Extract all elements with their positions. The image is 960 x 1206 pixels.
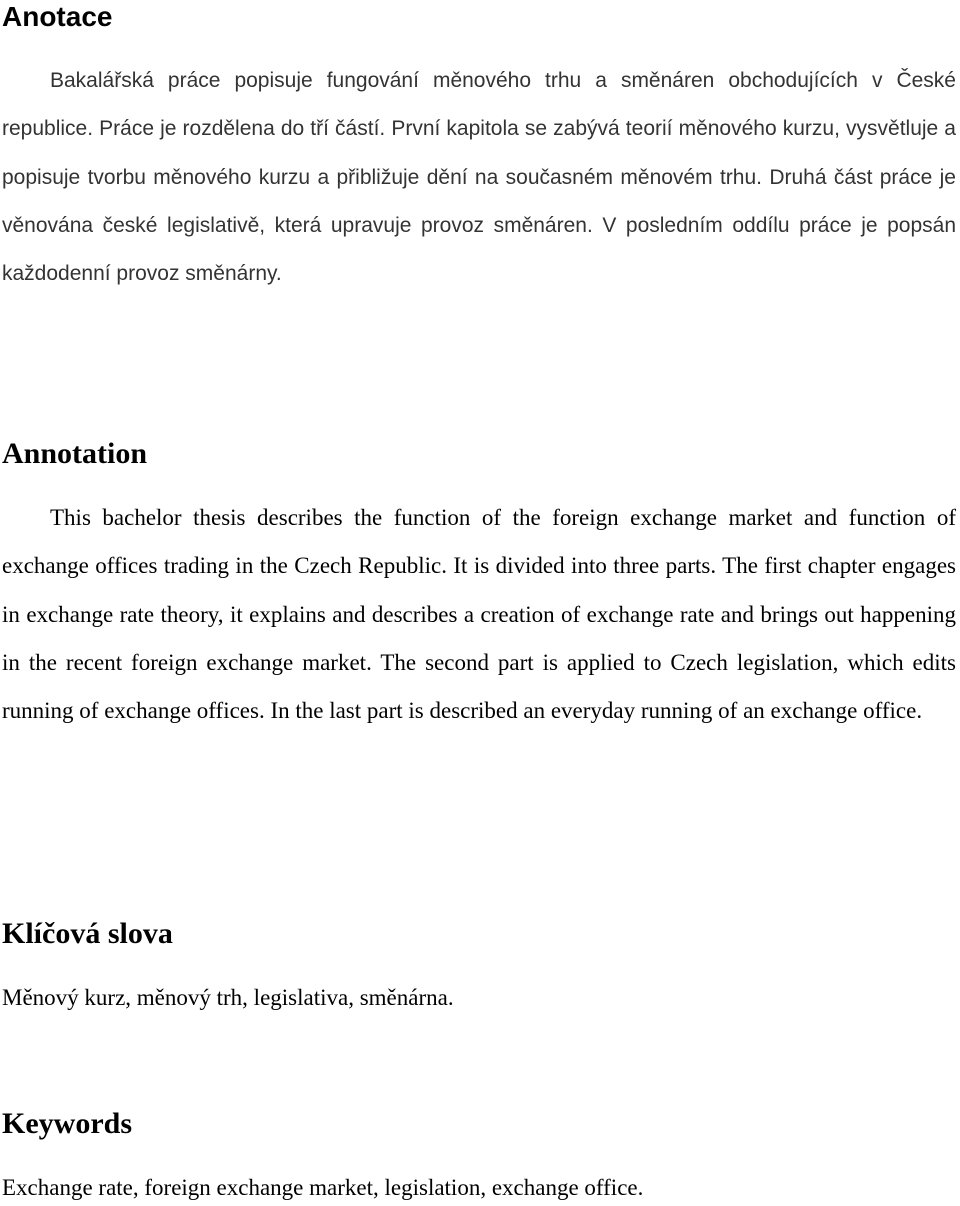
keywords-text: Exchange rate, foreign exchange market, legislation, exchange office. bbox=[2, 1175, 644, 1200]
anotace-heading: Anotace bbox=[2, 1, 113, 32]
anotace-paragraph: Bakalářská práce popisuje fungování měnového trhu a směnáren obchodujících v České republice. Práce je rozdělena do tří částí. První kapitola se zabývá teorií měnového kurzu, vysvětluje a popisuje tvorbu měnového kurzu a přibližuje dění na současném měnovém trhu. Druhá část práce je věnována české legislativě, která upravuje provoz směnáren. V posledním oddílu práce je popsán každodenní provoz směnárny. bbox=[2, 69, 956, 286]
keywords-heading: Keywords bbox=[2, 1107, 132, 1140]
annotation-paragraph: This bachelor thesis describes the function of the foreign exchange market and function of exchange offices trading in the Czech Republic. It is divided into three parts. The first chapter engages in exchange rate theory, it explains and describes a creation of exchange rate and brings out happening in the recent foreign exchange market. The second part is applied to Czech legislation, which edits running of exchange offices. In the last part is described an everyday running of an exchange office. bbox=[2, 505, 956, 724]
klicova-slova-heading: Klíčová slova bbox=[2, 917, 173, 950]
klicova-slova-text: Měnový kurz, měnový trh, legislativa, směnárna. bbox=[2, 985, 454, 1010]
annotation-heading: Annotation bbox=[2, 437, 148, 470]
